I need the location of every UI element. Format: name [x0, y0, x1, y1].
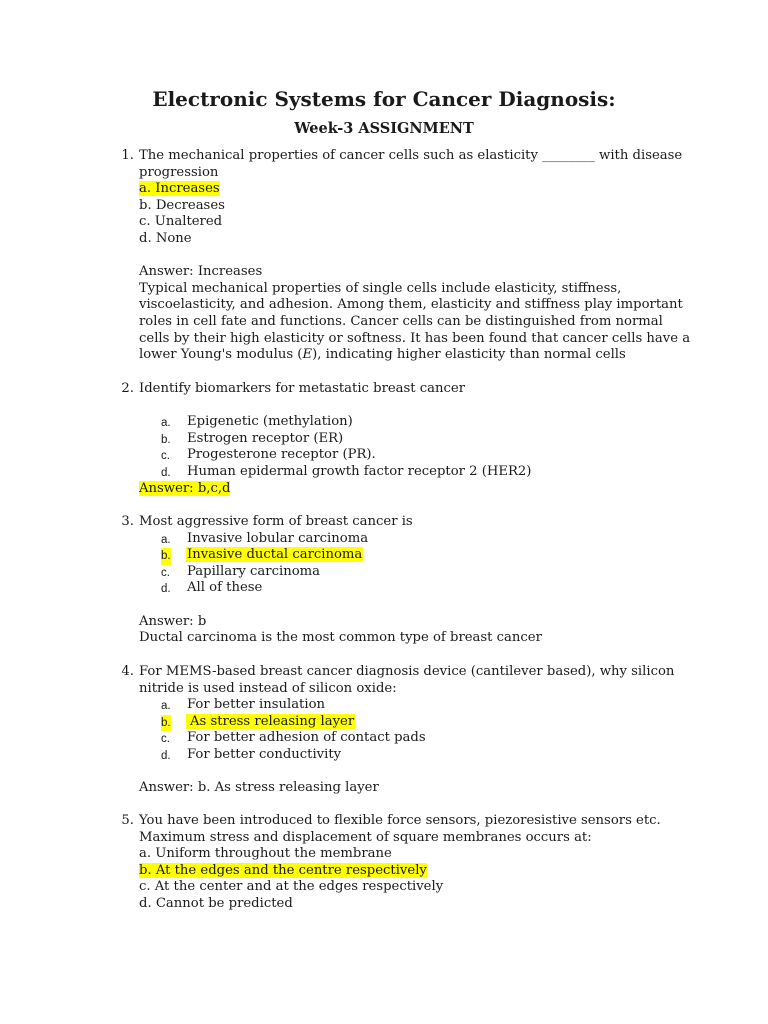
- option-a: a. Epigenetic (methylation): [161, 414, 353, 430]
- option-c: c. For better adhesion of contact pads: [161, 730, 426, 746]
- option-d: d. Human epidermal growth factor receptor 2 (HER2): [161, 463, 532, 479]
- question-number: 2.: [121, 381, 134, 396]
- answer-text: Answer: Increases: [139, 264, 263, 280]
- option-d: d. None: [139, 230, 192, 246]
- question-number: 4.: [121, 664, 134, 679]
- explanation-line: cells by their high elasticity or softness. It has been found that cancer cells have a: [139, 330, 691, 346]
- option-b-correct: b. As stress releasing layer: [139, 714, 682, 731]
- option-d: d. For better conductivity: [161, 746, 342, 762]
- question-1: [112, 148, 691, 364]
- option-b: b. Estrogen receptor (ER): [161, 430, 344, 446]
- option-c: c. Progesterone receptor (PR).: [161, 447, 376, 463]
- option-a: a. Invasive lobular carcinoma: [161, 530, 369, 546]
- option-a-correct: a. Increases: [139, 181, 220, 197]
- option-a: a. For better insulation: [161, 697, 326, 713]
- question-number: 5.: [121, 813, 134, 828]
- option-d: d. All of these: [161, 580, 263, 596]
- question-number: 3.: [121, 514, 134, 529]
- answer-text: Answer: b,c,d: [139, 480, 231, 496]
- document-subtitle: Week-3 ASSIGNMENT: [294, 120, 474, 137]
- question-stem: Most aggressive form of breast cancer is: [139, 514, 413, 529]
- document-title: Electronic Systems for Cancer Diagnosis:: [152, 87, 616, 111]
- question-stem: progression: [139, 164, 219, 180]
- question-2: [112, 381, 682, 497]
- option-c: c. Papillary carcinoma: [161, 563, 321, 579]
- question-stem: nitride is used instead of silicon oxide:: [139, 680, 397, 696]
- question-3: [112, 514, 682, 647]
- option-b-correct: b. Invasive ductal carcinoma: [139, 547, 682, 564]
- question-stem: For MEMS-based breast cancer diagnosis device (cantilever based), why silicon: [139, 664, 675, 679]
- youngs-modulus-symbol: E: [302, 347, 313, 363]
- answer-text: Answer: b: [139, 613, 207, 629]
- explanation-line: Ductal carcinoma is the most common type of breast cancer: [139, 630, 542, 646]
- explanation-line: roles in cell fate and functions. Cancer cells can be distinguished from normal: [139, 313, 663, 329]
- question-stem: Identify biomarkers for metastatic breast cancer: [139, 381, 466, 396]
- option-d: d. Cannot be predicted: [139, 895, 293, 911]
- explanation-line: viscoelasticity, and adhesion. Among them, elasticity and stiffness play important: [139, 297, 683, 313]
- question-stem: The mechanical properties of cancer cells such as elasticity ________ with disease: [139, 148, 683, 163]
- option-c: c. At the center and at the edges respectively: [139, 879, 444, 895]
- option-c: c. Unaltered: [139, 214, 223, 230]
- option-a: a. Uniform throughout the membrane: [139, 846, 392, 862]
- question-stem: Maximum stress and displacement of square membranes occurs at:: [139, 829, 592, 845]
- question-5: [112, 813, 682, 913]
- question-number: 1.: [121, 148, 134, 163]
- option-b: b. Decreases: [139, 197, 225, 213]
- explanation-line: Typical mechanical properties of single cells include elasticity, stiffness,: [139, 280, 622, 296]
- answer-text: Answer: b. As stress releasing layer: [139, 780, 379, 796]
- explanation-line: lower Young's modulus (E), indicating higher elasticity than normal cells: [139, 347, 626, 363]
- option-b-correct: b. At the edges and the centre respectively: [139, 862, 427, 878]
- question-4: [112, 664, 682, 797]
- question-stem: You have been introduced to flexible force sensors, piezoresistive sensors etc.: [139, 813, 661, 828]
